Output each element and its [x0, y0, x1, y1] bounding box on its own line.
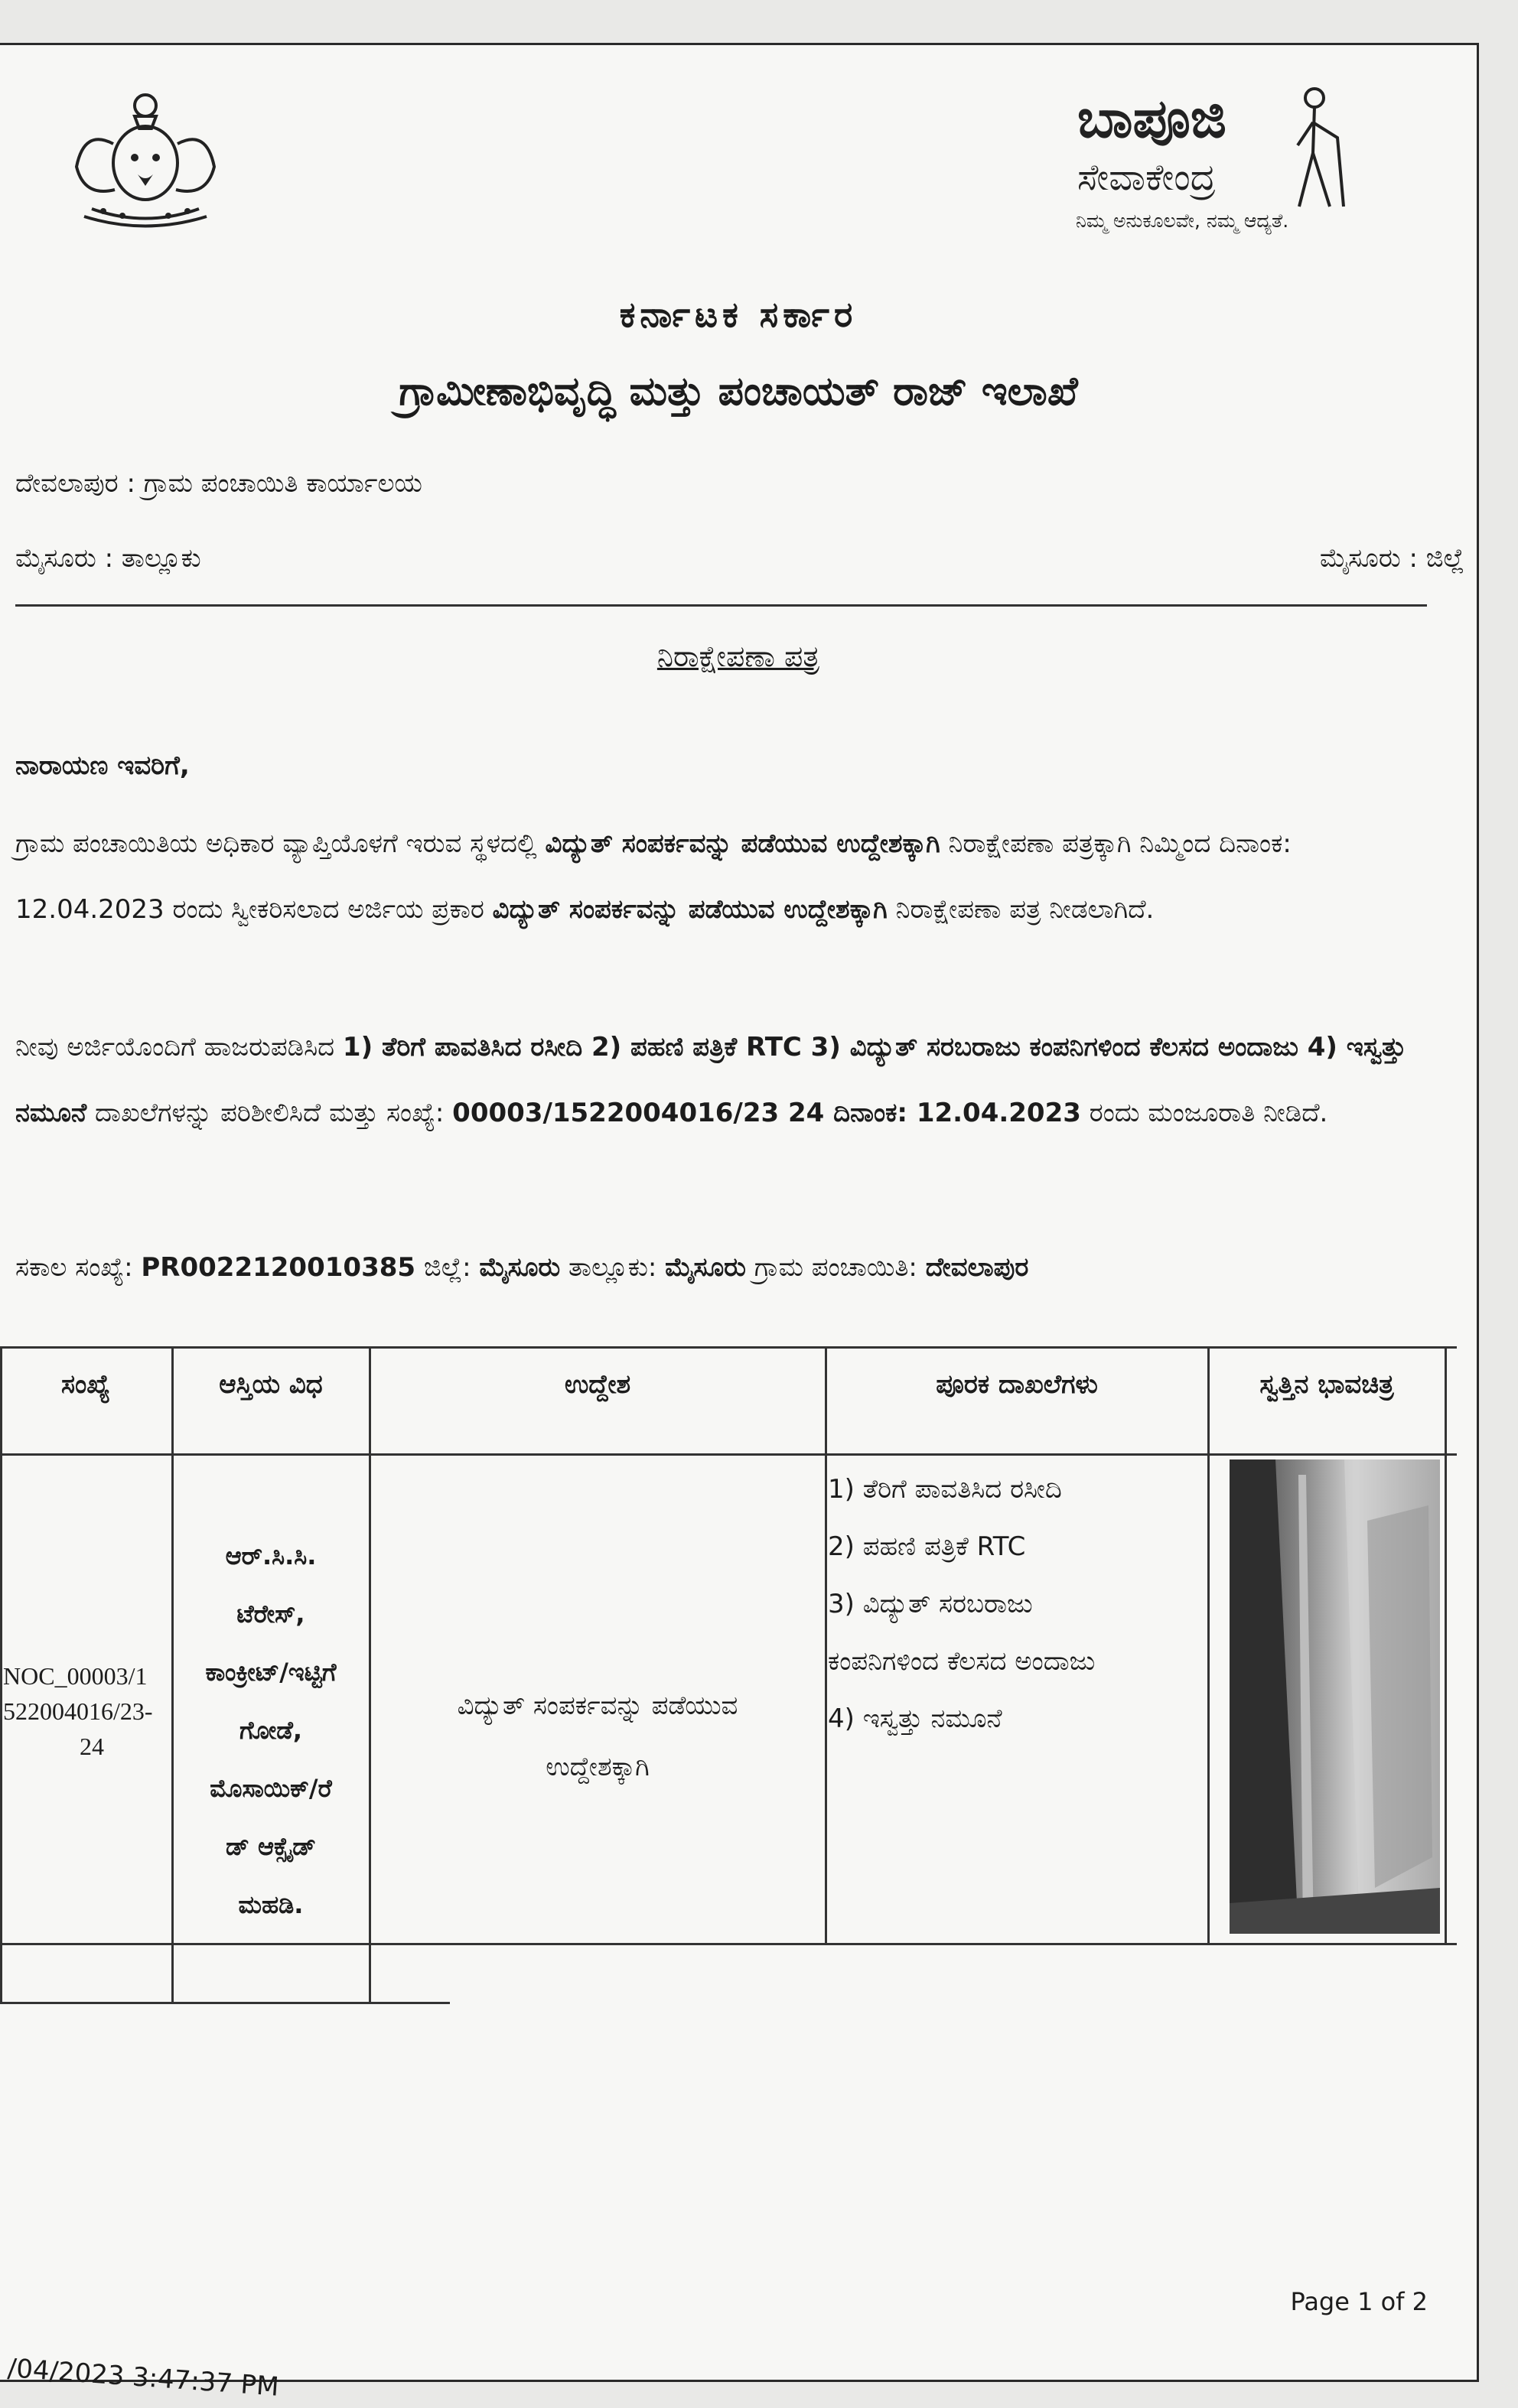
gandhi-figure-icon	[1276, 84, 1353, 214]
table-header-rule	[0, 1453, 1457, 1456]
p1-purpose-b: ವಿದ್ಯುತ್ ಸಂಪರ್ಕವನ್ನು ಪಡೆಯುವ ಉದ್ದೇಶಕ್ಕಾಗಿ	[492, 894, 888, 925]
paragraph-application	[15, 811, 1423, 942]
p2-text-c: ದಾಖಲೆಗಳನ್ನು ಪರಿಶೀಲಿಸಿದೆ ಮತ್ತು ಸಂಖ್ಯೆ:	[86, 1098, 453, 1128]
document-item: 2) ಪಹಣಿ ಪತ್ರಿಕೆ RTC	[828, 1531, 1026, 1562]
header-property-type: ಆಸ್ತಿಯ ವಿಧ	[219, 1369, 323, 1400]
logo-tagline: ನಿಮ್ಮ ಅನುಕೂಲವೇ, ನಮ್ಮ ಆದ್ಯತೆ.	[1076, 210, 1289, 232]
district-line: ಮೈಸೂರು : ಜಿಲ್ಲೆ	[1319, 543, 1464, 574]
table-col-line	[1207, 1346, 1210, 1943]
bapuji-logo	[1071, 83, 1362, 243]
header-number: ಸಂಖ್ಯೆ	[61, 1369, 110, 1400]
paragraph-approval	[15, 1014, 1423, 1146]
document-item: 4) ಇಸ್ವತ್ತು ನಮೂನೆ	[828, 1703, 1002, 1734]
row-documents	[828, 1461, 1207, 1748]
p2-number-date: 00003/1522004016/23 24 ದಿನಾಂಕ: 12.04.2023	[452, 1098, 1081, 1128]
property-line: ಮೊಸಾಯಿಕ್/ರೆ	[210, 1774, 332, 1803]
property-line: ಗೋಡೆ,	[239, 1716, 303, 1745]
table-col-line	[825, 1346, 827, 1943]
page-number: Page 1 of 2	[1290, 2287, 1428, 2316]
state-emblem-icon	[61, 83, 230, 228]
table-border-top	[0, 1346, 1457, 1349]
row-number-line: 522004016/23-	[3, 1697, 153, 1725]
logo-brand: ಬಾಪೂಜಿ	[1077, 87, 1226, 150]
taluk-label: ತಾಲ್ಲೂಕು:	[560, 1252, 666, 1283]
gp-value: ದೇವಲಾಪುರ	[925, 1252, 1029, 1283]
salutation: ನಾರಾಯಣ ಇವರಿಗೆ,	[15, 750, 190, 781]
document-item: 3) ವಿದ್ಯುತ್ ಸರಬರಾಜು	[828, 1589, 1033, 1619]
district-label: ಜಿಲ್ಲೆ:	[415, 1252, 480, 1283]
property-line: ಟೆರೇಸ್,	[236, 1599, 305, 1629]
header-property-photo: ಸ್ವತ್ತಿನ ಭಾವಚಿತ್ರ	[1259, 1369, 1394, 1400]
table-col-line	[1445, 1346, 1447, 1943]
purpose-line: ಉದ್ದೇಶಕ್ಕಾಗಿ	[546, 1752, 650, 1782]
document-title: ನಿರಾಕ್ಷೇಪಣಾ ಪತ್ರ	[656, 639, 820, 673]
property-line: ಮಹಡಿ.	[238, 1890, 304, 1919]
row-purpose	[370, 1675, 825, 1798]
p2-text-e: ರಂದು ಮಂಜೂರಾತಿ ನೀಡಿದೆ.	[1080, 1098, 1328, 1128]
header-divider	[15, 604, 1427, 607]
taluk-line: ಮೈಸೂರು : ತಾಲ್ಲೂಕು	[15, 543, 201, 574]
sakala-line	[15, 1235, 1423, 1300]
header-purpose: ಉದ್ದೇಶ	[564, 1369, 631, 1400]
header-supporting-documents: ಪೂರಕ ದಾಖಲೆಗಳು	[936, 1369, 1098, 1400]
print-timestamp: /04/2023 3:47:37 PM	[6, 2353, 280, 2403]
property-line: ಡ್ ಆಕ್ಸೈಡ್	[226, 1832, 316, 1861]
district-value: ಮೈಸೂರು	[479, 1252, 561, 1283]
office-line: ದೇವಲಾಪುರ : ಗ್ರಾಮ ಪಂಚಾಯಿತಿ ಕಾರ್ಯಾಲಯ	[15, 468, 422, 499]
document-item: 1) ತೆರಿಗೆ ಪಾವತಿಸಿದ ರಸೀದಿ	[828, 1474, 1062, 1505]
sakala-number: PR0022120010385	[141, 1252, 416, 1283]
property-line: ಕಾಂಕ್ರೀಟ್/ಇಟ್ಟಿಗೆ	[205, 1658, 337, 1687]
row-number	[3, 1658, 171, 1764]
p1-text-c: ನಿರಾಕ್ಷೇಪಣಾ ಪತ್ರಕ್ಕಾಗಿ ನಿಮ್ಮಿಂದ ದಿನಾಂಕ: 12.04.2023 ರಂದು ಸ್ವೀಕರಿಸಲಾದ ಅರ್ಜಿಯ ಪ್ರಕಾರ	[15, 828, 1292, 925]
purpose-line: ವಿದ್ಯುತ್ ಸಂಪರ್ಕವನ್ನು ಪಡೆಯುವ	[457, 1690, 738, 1721]
p1-purpose-a: ವಿದ್ಯುತ್ ಸಂಪರ್ಕವನ್ನು ಪಡೆಯುವ ಉದ್ದೇಶಕ್ಕಾಗಿ	[545, 828, 940, 859]
department-title: ಗ್ರಾಮೀಣಾಭಿವೃದ್ಧಿ ಮತ್ತು ಪಂಚಾಯತ್ ರಾಜ್ ಇಲಾಖೆ	[399, 369, 1078, 415]
gp-label: ಗ್ರಾಮ ಪಂಚಾಯಿತಿ:	[745, 1252, 926, 1283]
row-number-line: 24	[80, 1733, 104, 1760]
property-line: ಆರ್.ಸಿ.ಸಿ.	[225, 1541, 317, 1570]
logo-sub: ಸೇವಾಕೇಂದ್ರ	[1077, 156, 1216, 199]
taluk-value: ಮೈಸೂರು	[665, 1252, 746, 1283]
sakala-label: ಸಕಾಲ ಸಂಖ್ಯೆ:	[15, 1252, 142, 1283]
table-border-bottom	[0, 2002, 450, 2004]
p1-text-a: ಗ್ರಾಮ ಪಂಚಾಯಿತಿಯ ಅಧಿಕಾರ ವ್ಯಾಪ್ತಿಯೊಳಗೆ ಇರುವ ಸ್ಥಳದಲ್ಲಿ	[15, 828, 546, 859]
p1-text-e: ನಿರಾಕ್ಷೇಪಣಾ ಪತ್ರ ನೀಡಲಾಗಿದೆ.	[887, 894, 1155, 925]
table-col-line	[0, 1346, 2, 2004]
p2-documents: 1) ತೆರಿಗೆ ಪಾವತಿಸಿದ ರಸೀದಿ 2) ಪಹಣಿ ಪತ್ರಿಕೆ RTC 3) ವಿದ್ಯುತ್ ಸರಬರಾಜು ಕಂಪನಿಗಳಿಂದ ಕೆಲಸದ ಅಂದಾಜು 4) ಇಸ್ವತ್ತು ನಮೂನೆ	[15, 1032, 1406, 1128]
property-photo	[1230, 1459, 1440, 1934]
p2-text-a: ನೀವು ಅರ್ಜಿಯೊಂದಿಗೆ ಹಾಜರುಪಡಿಸಿದ	[15, 1032, 343, 1062]
table-row-rule	[0, 1943, 1457, 1945]
row-number-line: NOC_00003/1	[3, 1662, 148, 1690]
row-property-type	[173, 1527, 369, 1934]
document-item: ಕಂಪನಿಗಳಿಂದ ಕೆಲಸದ ಅಂದಾಜು	[828, 1646, 1096, 1677]
government-title: ಕರ್ನಾಟಕ ಸರ್ಕಾರ	[619, 294, 858, 335]
